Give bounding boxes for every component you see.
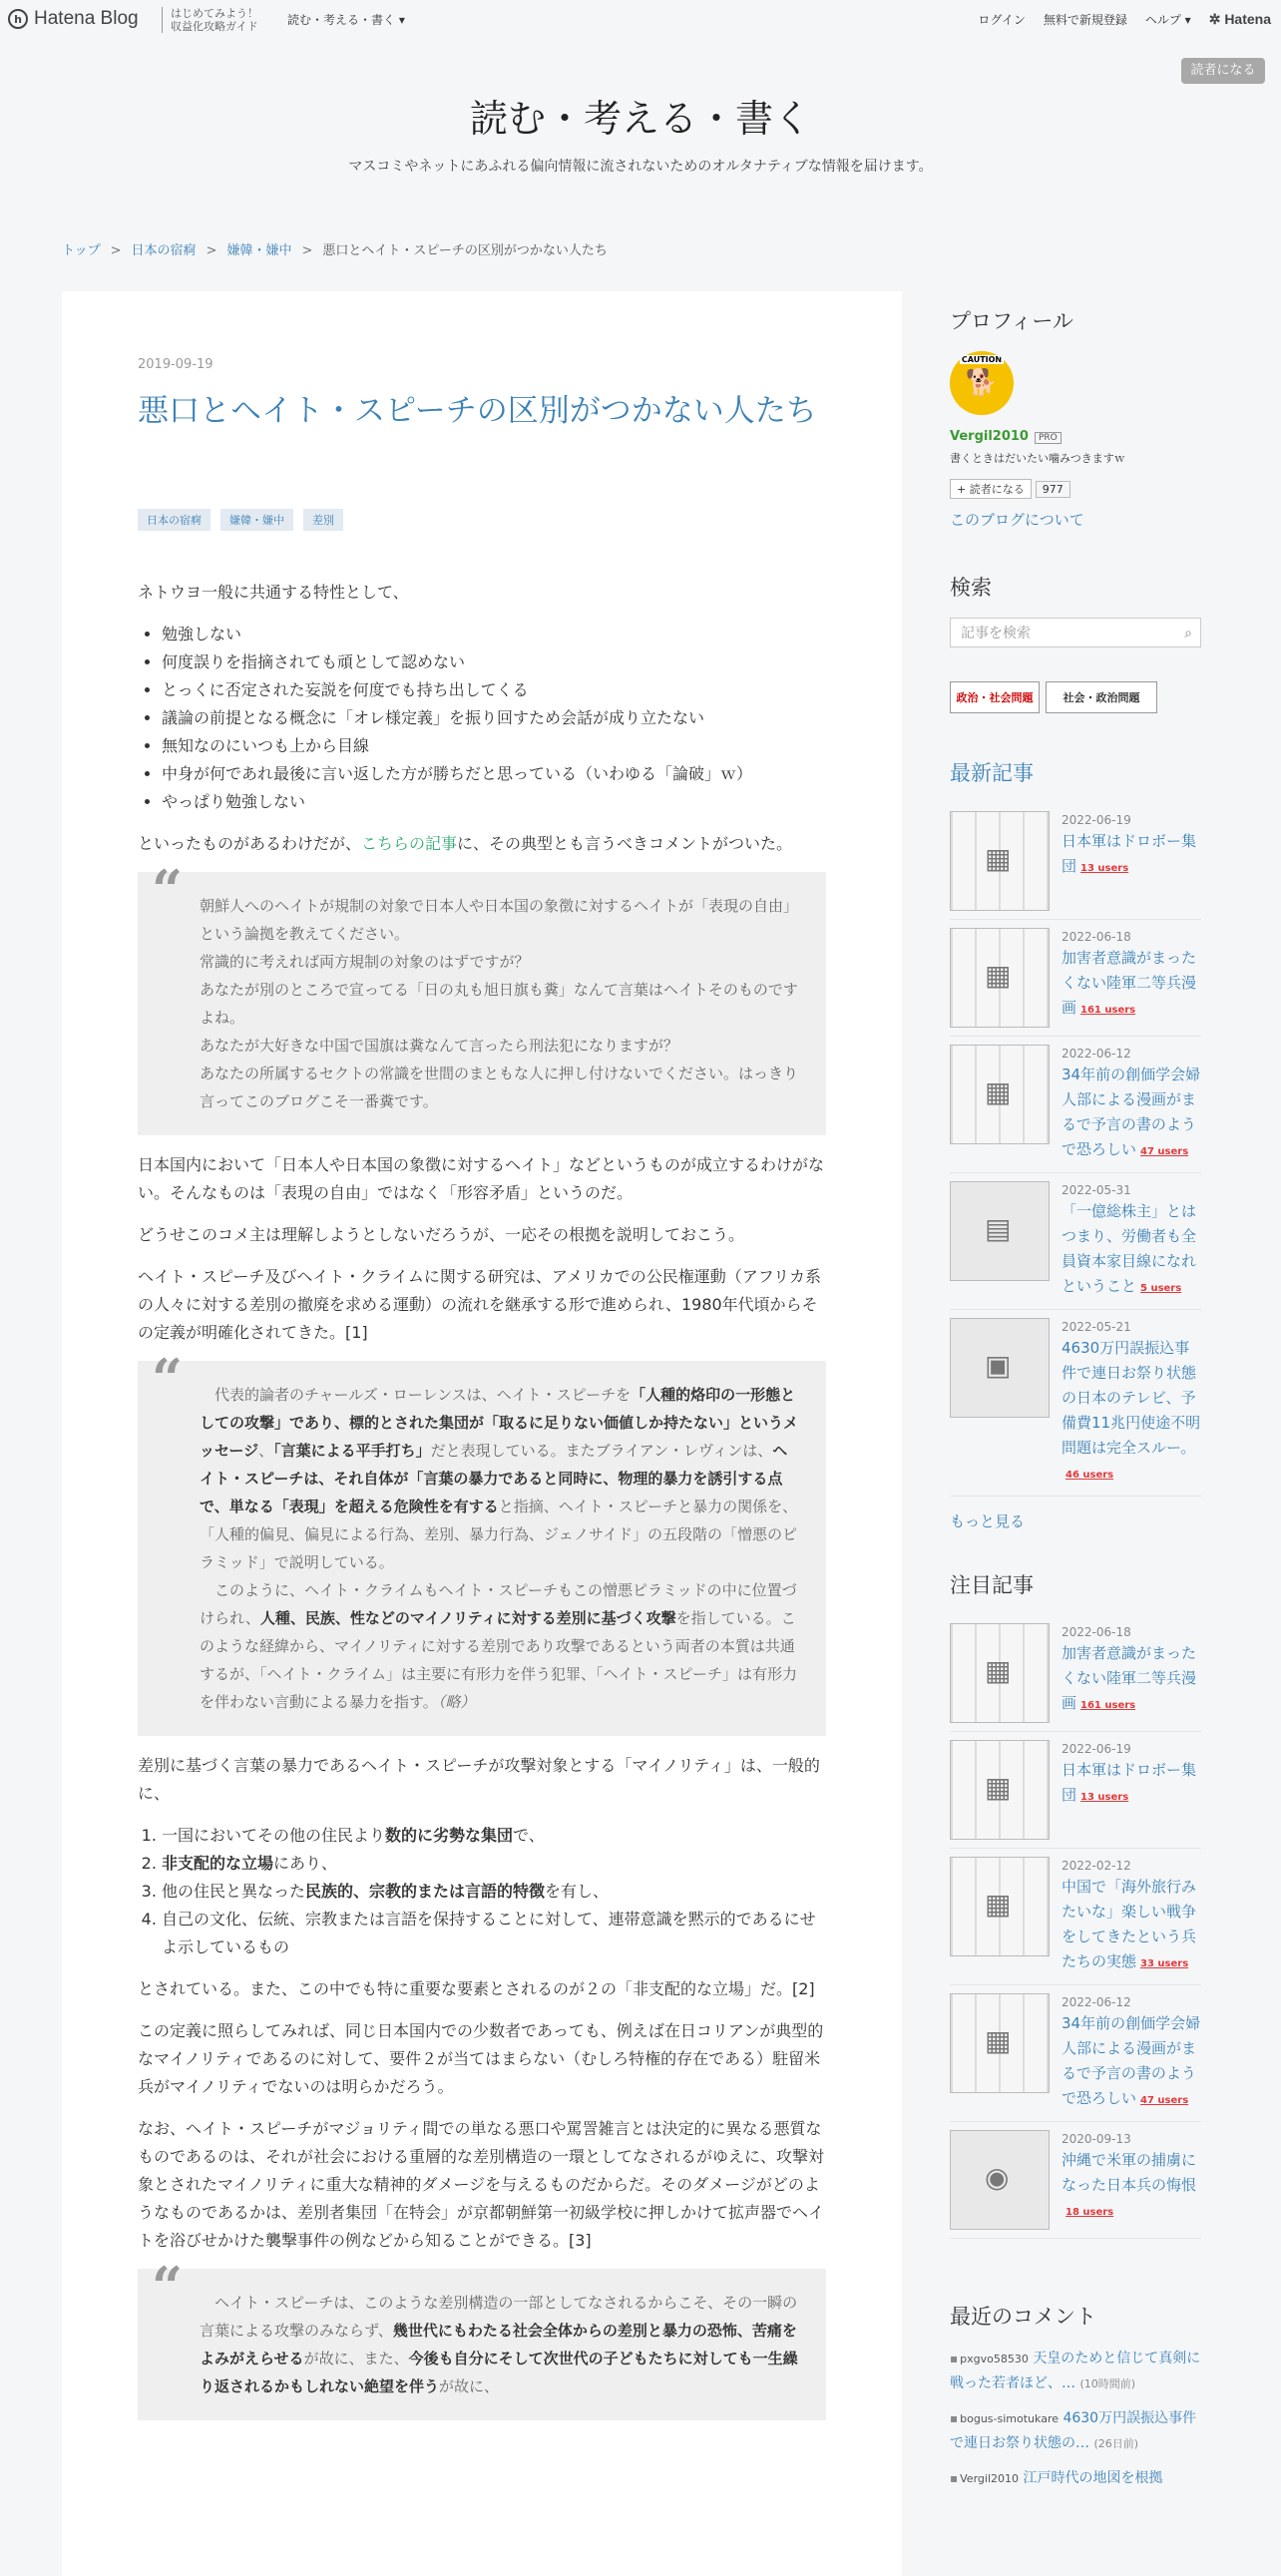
user-icon: ▪ — [950, 2411, 959, 2425]
quote-text — [200, 1576, 800, 1716]
emphasis: ヘイト・スピーチは、それ自体が「言葉の暴力であると同時に、物理的暴力を誘引する点で、単なる「表現」を超える危険性を有する — [200, 1442, 788, 1515]
entry-date: 2022-05-31 — [1062, 1183, 1131, 1197]
book-icon: ▤ — [985, 1212, 1012, 1245]
article-title[interactable]: 悪口とヘイト・スピーチの区別がつかない人たち — [138, 393, 817, 428]
entry-thumbnail[interactable] — [950, 1181, 1050, 1281]
hatena-blog-logo[interactable] — [8, 8, 139, 30]
article-link[interactable]: こちらの記事 — [361, 834, 458, 853]
text: 他の住民と異なった — [162, 1882, 306, 1901]
comments-heading: 最近のコメント — [950, 2306, 1096, 2329]
blog-description: マスコミやネットにあふれる偏向情報に流されないためのオルタナティブな情報を届けます。 — [348, 159, 933, 175]
photo-icon: ◉ — [985, 2161, 1010, 2194]
text: を指している。このような経緯から、マイノリティに対する差別であり攻撃であるという両者の本質は共通するが、「ヘイト・クライム」は主要に有形力を伴う犯罪、「ヘイト・スピーチ」は有形力を伴わない言動による暴力を指す。 — [200, 1609, 797, 1711]
hatena-link[interactable] — [1209, 11, 1271, 28]
entry-date: 2022-06-19 — [1062, 813, 1131, 827]
list-item[interactable] — [950, 2406, 1201, 2456]
entry-title[interactable]: 日本軍はドロボー集団 — [1062, 832, 1197, 875]
article-container — [62, 291, 902, 2576]
paragraph: ネトウヨ一般に共通する特性として、 — [138, 583, 409, 602]
article-date[interactable]: 2019-09-19 — [138, 357, 214, 372]
text: 代表的論者のチャールズ・ローレンスは、ヘイト・スピーチを — [200, 1386, 632, 1404]
text: が故に、 — [439, 2377, 500, 2395]
list-item[interactable] — [950, 1615, 1201, 1732]
caution-sign: CAUTION — [961, 355, 1003, 364]
entry-thumbnail[interactable] — [950, 928, 1050, 1028]
quote-icon: “ — [152, 2255, 184, 2319]
comment-time: (10時間前) — [1079, 2377, 1136, 2390]
user-icon: ▪ — [950, 2471, 959, 2485]
entry-title[interactable]: 34年前の創価学会婦人部による漫画がまるで予言の書のようで恐ろしい — [1062, 2014, 1201, 2107]
entry-thumbnail[interactable] — [950, 1623, 1050, 1723]
entry-date: 2020-09-13 — [1062, 2132, 1131, 2146]
list-item: • 無知なのにいつも上から目線 — [162, 732, 826, 760]
comic-icon: ▦ — [985, 959, 1012, 992]
comment-user[interactable]: Vergil2010 — [960, 2472, 1019, 2485]
quote-text — [200, 2289, 800, 2400]
entry-title[interactable]: 34年前の創価学会婦人部による漫画がまるで予言の書のようで恐ろしい — [1062, 1066, 1201, 1158]
bookmark-count[interactable]: 47 users — [1140, 2095, 1189, 2106]
entry-title[interactable]: 加害者意識がまったくない陸軍二等兵漫画 — [1062, 1644, 1197, 1712]
blockquote — [138, 2255, 826, 2420]
entry-title[interactable]: 「一億総株主」とはつまり、労働者も全員資本家目線になれということ — [1062, 1202, 1197, 1295]
dog-icon: 🐕 — [965, 368, 999, 398]
comic-icon: ▦ — [985, 1654, 1012, 1687]
quote-icon: “ — [152, 858, 184, 922]
entry-date: 2022-05-21 — [1062, 1320, 1131, 1334]
comment-entry-link[interactable]: 4630万円誤振込事件で連日お祭り状態の… — [950, 2410, 1197, 2451]
breadcrumb-sep: > — [301, 243, 313, 258]
emphasis: 非支配的な立場 — [162, 1854, 274, 1873]
list-item[interactable] — [950, 1310, 1201, 1497]
entry-date: 2022-06-19 — [1062, 1742, 1131, 1756]
hatena-logo-icon: h — [8, 9, 28, 29]
search-placeholder: 記事を検索 — [961, 626, 1031, 642]
text: と指摘、ヘイト・スピーチと暴力の関係を、「人種的偏見、偏見による行為、差別、暴力行為、ジェノサイド」の五段階の「憎悪のピラミッド」で説明している。 — [200, 1498, 798, 1571]
ranking-banner[interactable]: 社会・政治問題 — [1046, 681, 1157, 713]
category-tag[interactable]: 嫌韓・嫌中 — [220, 509, 293, 531]
entry-title[interactable]: 沖縄で米軍の捕虜になった日本兵の悔恨 — [1062, 2151, 1197, 2194]
search-heading: 検索 — [950, 577, 992, 600]
list-item: • 中身が何であれ最後に言い返した方が勝ちだと思っている（いわゆる「論破」ｗ） — [162, 760, 826, 788]
breadcrumb — [62, 239, 608, 258]
paragraph — [138, 830, 826, 858]
list-item[interactable] — [950, 2347, 1201, 2396]
entry-date: 2022-06-18 — [1062, 930, 1131, 944]
list-item[interactable] — [950, 803, 1201, 920]
comic-icon: ▦ — [985, 1075, 1012, 1108]
hatena-star-icon: ✲ — [1208, 11, 1225, 27]
paragraph: 日本国内において「日本人や日本国の象徴に対するヘイト」などというものが成立するわけがない。そんなものは「表現の自由」ではなく「形容矛盾」というのだ。 — [138, 1155, 825, 1202]
list-item[interactable] — [950, 920, 1201, 1037]
latest-heading[interactable]: 最新記事 — [950, 762, 1034, 785]
list-item[interactable] — [950, 1037, 1201, 1173]
entry-thumbnail[interactable] — [950, 2130, 1050, 2230]
entry-date: 2022-06-18 — [1062, 1625, 1131, 1639]
text: 、 — [258, 1442, 274, 1460]
bookmark-count[interactable]: 18 users — [1066, 2207, 1114, 2218]
entry-thumbnail[interactable] — [950, 1857, 1050, 1956]
text: に、その典型とも言うべきコメントがついた。 — [457, 834, 793, 853]
list-item: • やっぱり勉強しない — [162, 788, 826, 816]
bookmark-count[interactable]: 161 users — [1080, 1005, 1136, 1016]
list-item: • 勉強しない — [162, 621, 826, 648]
bookmark-count[interactable]: 13 users — [1080, 863, 1129, 874]
list-item[interactable] — [950, 2122, 1201, 2239]
comment-entry-link[interactable]: 天皇のためと信じて真剣に戦った若者ほど、… — [950, 2351, 1201, 2391]
sidebar — [950, 305, 1201, 2501]
quote-icon: “ — [152, 1347, 184, 1411]
text: ヘイト・スピーチは、このような差別構造の一部としてなされるからこそ、その一瞬の言葉による攻撃のみならず、 — [200, 2294, 798, 2340]
breadcrumb-category-2[interactable]: 嫌韓・嫌中 — [226, 243, 292, 258]
about-link[interactable]: このブログについて — [950, 511, 1084, 529]
guide-line-1: はじめてみよう！ — [171, 7, 258, 20]
paragraph: なお、ヘイト・スピーチがマジョリティ間での単なる悪口や罵詈雑言とは決定的に異なる悪質なものであるのは、それが社会における重層的な差別構造の一環としてなされるがゆえに、攻撃対象とされたマイノリティに重大な精神的ダメージを与えるものだからだ。そのダメージがどのようなものであるかは、差別者集団「在特会」が京都朝鮮第一初級学校に押しかけて拡声器でヘイトを浴びせかけた襲撃事件の例などから知ることができる。[3] — [138, 2119, 825, 2250]
entry-thumbnail[interactable] — [950, 1318, 1050, 1418]
entry-title[interactable]: 4630万円誤振込事件で連日お祭り状態の日本のテレビ、予備費11兆円使途不明問題は完全スルー。 — [1062, 1339, 1201, 1457]
bookmark-count[interactable]: 46 users — [1066, 1470, 1114, 1481]
breadcrumb-sep: > — [110, 243, 122, 258]
profile-bio: 書くときはだいたい噛みつきますｗ — [950, 452, 1125, 465]
blog-menu[interactable]: 読む・考える・書く ▾ — [287, 13, 405, 27]
comic-icon: ▦ — [985, 1771, 1012, 1804]
breadcrumb-top[interactable]: トップ — [62, 243, 101, 258]
emphasis: 幾世代にもわたる社会全体からの差別と暴力の恐怖、苦痛をよみがえらせる — [200, 2322, 797, 2367]
article-body — [138, 579, 826, 2436]
text: が故に、また、 — [303, 2350, 409, 2367]
entry-title[interactable]: 中国で「海外旅行みたいな」楽しい戦争をしてきたという兵たちの実態 — [1062, 1878, 1197, 1970]
entry-date: 2022-06-12 — [1062, 1995, 1131, 2009]
reader-button[interactable]: + 読者になる — [950, 479, 1032, 499]
blockquote — [138, 858, 826, 1135]
text: だと表現している。またブライアン・レヴィンは、 — [430, 1442, 773, 1460]
paragraph: この定義に照らしてみれば、同じ日本国内での少数者であっても、例えば在日コリアンが典型的なマイノリティであるのに対して、要件２が当てはまらない（むしろ特権的存在である）駐留米兵がマイノリティでないのは明らかだろう。 — [138, 2021, 824, 2096]
category-tag[interactable]: 差別 — [303, 509, 343, 531]
pickup-heading: 注目記事 — [950, 1574, 1034, 1597]
hatena-text: Hatena — [1224, 11, 1271, 27]
profile-heading: プロフィール — [950, 310, 1073, 333]
list-item — [162, 1822, 826, 1850]
text: で、 — [513, 1826, 545, 1845]
entry-thumbnail[interactable] — [950, 811, 1050, 911]
emphasis: 「言葉による平手打ち」 — [273, 1442, 431, 1460]
user-icon: ▪ — [950, 2352, 959, 2365]
entry-date: 2022-06-12 — [1062, 1047, 1131, 1061]
profile-username[interactable]: Vergil2010 — [950, 429, 1029, 444]
search-input[interactable] — [950, 618, 1201, 647]
omission: （略） — [437, 1693, 476, 1711]
paragraph: どうせこのコメ主は理解しようとしないだろうが、一応その根拠を説明しておこう。 — [138, 1225, 745, 1244]
bookmark-count[interactable]: 33 users — [1140, 1958, 1189, 1969]
paragraph: 差別に基づく言葉の暴力であるヘイト・スピーチが攻撃対象とする「マイノリティ」は、一般的に、 — [138, 1756, 820, 1803]
more-link[interactable]: もっと見る — [950, 1512, 1026, 1530]
entry-thumbnail[interactable] — [950, 1740, 1050, 1840]
login-link[interactable]: ログイン — [978, 13, 1026, 27]
emphasis: 民族的、宗教的または言語的特徴 — [305, 1882, 546, 1901]
blockquote — [138, 1347, 826, 1736]
logo-text: Hatena Blog — [34, 8, 139, 29]
entry-thumbnail[interactable] — [950, 1045, 1050, 1144]
help-menu[interactable]: ヘルプ ▾ — [1144, 13, 1191, 27]
comment-user[interactable]: pxgvo58530 — [960, 2353, 1029, 2365]
list-item[interactable] — [950, 1173, 1201, 1310]
comic-icon: ▦ — [985, 1888, 1012, 1921]
latest-entries — [950, 803, 1201, 1497]
text: 一国においてその他の住民より — [162, 1826, 386, 1845]
entry-title[interactable]: 加害者意識がまったくない陸軍二等兵漫画 — [1062, 949, 1197, 1017]
text: といったものがあるわけだが、 — [138, 834, 362, 853]
emphasis: 「人種的烙印の一形態としての攻撃」であり、標的とされた集団が「取るに足りない価値しか持たない」というメッセージ — [200, 1386, 799, 1460]
paragraph: ヘイト・スピーチ及びヘイト・クライムに関する研究は、アメリカでの公民権運動（アフリカ系の人々に対する差別の撤廃を求める運動）の流れを継承する形で進められ、1980年代頃からその定義が明確化されてきた。[1] — [138, 1267, 821, 1342]
tv-screen-icon: ▣ — [985, 1349, 1012, 1382]
comic-icon: ▦ — [985, 2024, 1012, 2057]
emphasis: 人種、民族、性などのマイノリティに対する差別に基づく攻撃 — [259, 1609, 676, 1627]
entry-thumbnail[interactable] — [950, 1993, 1050, 2093]
reader-count: 977 — [1036, 481, 1070, 498]
global-header — [0, 0, 1281, 40]
breadcrumb-current: 悪口とヘイト・スピーチの区別がつかない人たち — [322, 243, 608, 258]
emphasis: 数的に劣勢な集団 — [385, 1826, 514, 1845]
minority-criteria-list — [162, 1822, 826, 1961]
list-item — [162, 1850, 826, 1878]
blog-title[interactable]: 読む・考える・書く — [469, 97, 811, 141]
traits-list — [162, 621, 826, 816]
quote-text — [200, 1381, 800, 1576]
monetize-guide-link[interactable] — [162, 7, 258, 33]
bookmark-count[interactable]: 161 users — [1080, 1700, 1136, 1711]
avatar[interactable] — [950, 351, 1014, 415]
comment-entry-link[interactable]: 江戸時代の地図を根拠 — [1023, 2470, 1163, 2486]
list-item[interactable] — [950, 1732, 1201, 1849]
breadcrumb-sep: > — [206, 243, 217, 258]
pro-badge: PRO — [1035, 432, 1062, 444]
category-tag[interactable]: 日本の宿痾 — [138, 509, 211, 531]
list-item — [162, 1906, 826, 1961]
list-item: • 何度誤りを指摘されても頑として認めない — [162, 648, 826, 676]
entry-date: 2022-02-12 — [1062, 1859, 1131, 1873]
list-item[interactable] — [950, 2466, 1201, 2491]
breadcrumb-category-1[interactable]: 日本の宿痾 — [131, 243, 197, 258]
bookmark-count[interactable]: 5 users — [1140, 1283, 1182, 1294]
subscribe-button[interactable]: 読者になる — [1181, 58, 1265, 84]
list-item: • とっくに否定された妄説を何度でも持ち出してくる — [162, 676, 826, 704]
comment-time: (26日前) — [1093, 2437, 1139, 2450]
bookmark-count[interactable]: 47 users — [1140, 1146, 1189, 1157]
blog-ranking-banner[interactable]: 政治・社会問題 — [950, 681, 1040, 713]
text: このように、ヘイト・クライムもヘイト・スピーチもこの憎悪ピラミッドの中に位置づけられ、 — [200, 1581, 797, 1627]
text: 自己の文化、伝統、宗教または言語を保持することに対して、連帯意識を黙示的であるにせよ示しているもの — [162, 1910, 816, 1956]
bookmark-count[interactable]: 13 users — [1080, 1792, 1129, 1803]
comment-user[interactable]: bogus-simotukare — [960, 2412, 1059, 2425]
comic-icon: ▦ — [985, 842, 1012, 875]
list-item — [162, 1878, 826, 1906]
quote-text: 朝鮮人へのヘイトが規制の対象で日本人や日本国の象徴に対するヘイトが「表現の自由」という論拠を教えてください。 常識的に考えれば両方規制の対象のはずですが？ あなたが別のところで宣ってる「日の丸も旭日旗も糞」なんて言葉はヘイトそのものですよね。 あなたが大好きな中国で国旗は糞なんて言ったら刑法犯になりますが？ あなたの所属するセクトの常識を世間のまともな人に押し付けないでください。はっきり言ってこのブログこそ一番糞です。 — [200, 897, 799, 1110]
signup-link[interactable]: 無料で新規登録 — [1043, 13, 1127, 27]
paragraph: とされている。また、この中でも特に重要な要素とされるのが２の「非支配的な立場」だ。[2] — [138, 1979, 815, 1998]
list-item[interactable] — [950, 1985, 1201, 2122]
guide-line-2: 収益化攻略ガイド — [171, 20, 258, 33]
list-item[interactable] — [950, 1849, 1201, 1985]
text: にあり、 — [273, 1854, 338, 1873]
pickup-entries — [950, 1615, 1201, 2239]
recent-comments — [950, 2347, 1201, 2491]
search-icon[interactable]: ⌕ — [1184, 626, 1192, 642]
entry-title[interactable]: 日本軍はドロボー集団 — [1062, 1761, 1197, 1804]
text: を有し、 — [545, 1882, 610, 1901]
list-item: • 議論の前提となる概念に「オレ様定義」を振り回すため会話が成り立たない — [162, 704, 826, 732]
emphasis: 今後も自分にそして次世代の子どもたちに対しても一生繰り返されるかもしれない絶望を伴う — [200, 2350, 798, 2395]
